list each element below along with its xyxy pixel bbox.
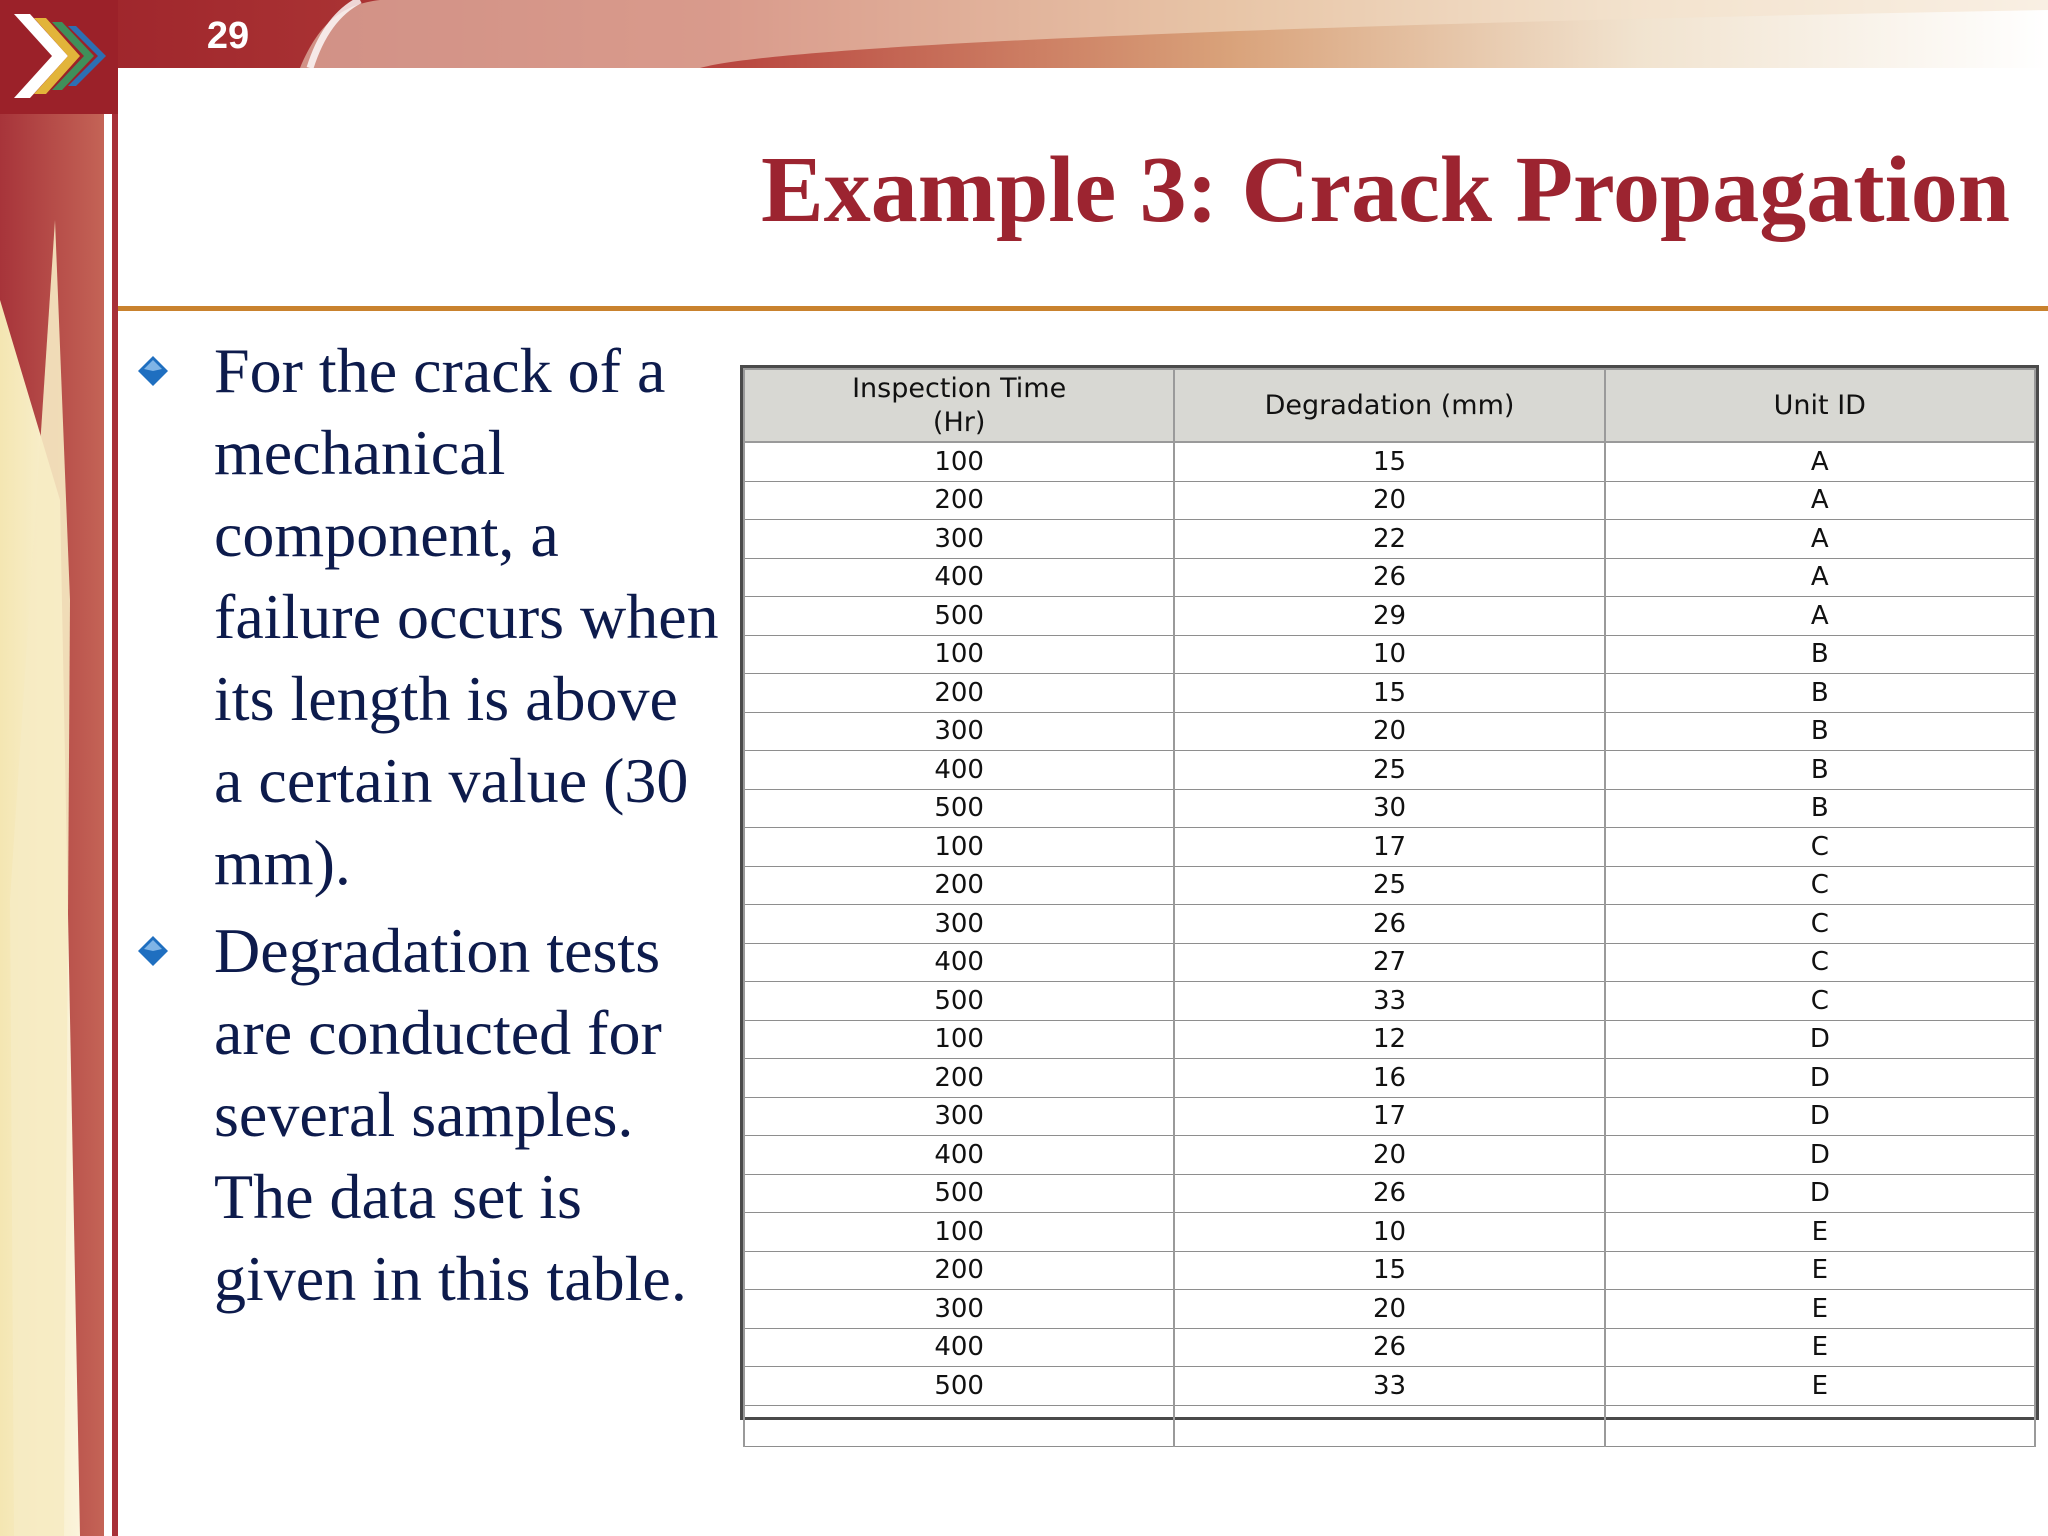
cell-unit-id: C [1605, 982, 2035, 1021]
cell-unit-id: D [1605, 1097, 2035, 1136]
cell-inspection-time: 200 [744, 674, 1174, 713]
cell-degradation: 20 [1174, 712, 1604, 751]
column-header-degradation: Degradation (mm) [1174, 369, 1604, 442]
cell-degradation: 30 [1174, 789, 1604, 828]
cell-unit-id: A [1605, 481, 2035, 520]
cell-degradation: 26 [1174, 1174, 1604, 1213]
cell-unit-id: A [1605, 520, 2035, 559]
cell-inspection-time: 300 [744, 1290, 1174, 1329]
bullet-list [130, 330, 720, 1326]
column-header-inspection-time: Inspection Time (Hr) [744, 369, 1174, 442]
table-row [744, 635, 2035, 674]
cell-unit-id: C [1605, 828, 2035, 867]
table-row [744, 1136, 2035, 1175]
cell-degradation: 10 [1174, 1213, 1604, 1252]
cell-unit-id: A [1605, 442, 2035, 481]
table-row [744, 1328, 2035, 1367]
cell-unit-id: E [1605, 1328, 2035, 1367]
cell-unit-id: B [1605, 751, 2035, 790]
cell-degradation: 25 [1174, 751, 1604, 790]
cell-degradation: 26 [1174, 1328, 1604, 1367]
cell-degradation: 33 [1174, 982, 1604, 1021]
table-row [744, 1097, 2035, 1136]
cell-unit-id: A [1605, 558, 2035, 597]
table-row [744, 674, 2035, 713]
cell-degradation: 17 [1174, 1097, 1604, 1136]
diamond-bullet-icon [136, 354, 170, 388]
cell-unit-id: B [1605, 635, 2035, 674]
bullet-text: For the crack of a mechanical component, a failure occurs when its length is above a certain value (30 mm). [214, 335, 719, 898]
cell-unit-id: B [1605, 674, 2035, 713]
cell-degradation: 12 [1174, 1020, 1604, 1059]
cell-degradation: 20 [1174, 1290, 1604, 1329]
list-item [130, 330, 720, 904]
logo-chevron-icon [0, 0, 118, 114]
cell-degradation: 25 [1174, 866, 1604, 905]
page-title: Example 3: Crack Propagation [761, 138, 2010, 242]
cell-degradation: 33 [1174, 1367, 1604, 1406]
cell-inspection-time: 200 [744, 481, 1174, 520]
cell-inspection-time: 500 [744, 982, 1174, 1021]
cell-degradation: 22 [1174, 520, 1604, 559]
cell-inspection-time: 300 [744, 905, 1174, 944]
cell-degradation: 15 [1174, 1251, 1604, 1290]
cell-inspection-time: 500 [744, 1174, 1174, 1213]
cell-degradation: 15 [1174, 674, 1604, 713]
cell-inspection-time: 400 [744, 751, 1174, 790]
cell-inspection-time: 100 [744, 442, 1174, 481]
table-row [744, 442, 2035, 481]
cell-degradation: 20 [1174, 481, 1604, 520]
cell-degradation: 20 [1174, 1136, 1604, 1175]
cell-inspection-time: 200 [744, 866, 1174, 905]
cell-unit-id: C [1605, 905, 2035, 944]
cell-unit-id: B [1605, 712, 2035, 751]
table-row [744, 943, 2035, 982]
table-row [744, 828, 2035, 867]
cell-unit-id: E [1605, 1213, 2035, 1252]
table-row [744, 982, 2035, 1021]
table-row [744, 1251, 2035, 1290]
cell-unit-id: B [1605, 789, 2035, 828]
table-row [744, 558, 2035, 597]
cell-degradation: 17 [1174, 828, 1604, 867]
cell-inspection-time: 100 [744, 828, 1174, 867]
table-header-row [744, 369, 2035, 442]
cell-unit-id: D [1605, 1059, 2035, 1098]
table-row [744, 1290, 2035, 1329]
cell-degradation: 27 [1174, 943, 1604, 982]
cell-inspection-time: 100 [744, 1020, 1174, 1059]
table-row [744, 1059, 2035, 1098]
data-table-container [740, 365, 2039, 1420]
table-row [744, 1367, 2035, 1406]
cell-degradation: 16 [1174, 1059, 1604, 1098]
table-row [744, 1020, 2035, 1059]
table-row [744, 789, 2035, 828]
empty-cell [744, 1405, 1174, 1446]
table-row [744, 751, 2035, 790]
cell-unit-id: C [1605, 866, 2035, 905]
cell-inspection-time: 300 [744, 520, 1174, 559]
cell-inspection-time: 500 [744, 789, 1174, 828]
table-row [744, 597, 2035, 636]
cell-degradation: 26 [1174, 558, 1604, 597]
cell-degradation: 26 [1174, 905, 1604, 944]
cell-inspection-time: 400 [744, 1136, 1174, 1175]
cell-inspection-time: 500 [744, 597, 1174, 636]
cell-inspection-time: 100 [744, 1213, 1174, 1252]
table-row [744, 712, 2035, 751]
list-item [130, 910, 720, 1320]
cell-inspection-time: 100 [744, 635, 1174, 674]
cell-inspection-time: 500 [744, 1367, 1174, 1406]
column-header-unit-id: Unit ID [1605, 369, 2035, 442]
empty-cell [1605, 1405, 2035, 1446]
cell-inspection-time: 200 [744, 1251, 1174, 1290]
cell-inspection-time: 400 [744, 1328, 1174, 1367]
cell-inspection-time: 300 [744, 712, 1174, 751]
table-row [744, 1213, 2035, 1252]
cell-inspection-time: 200 [744, 1059, 1174, 1098]
diamond-bullet-icon [136, 934, 170, 968]
cell-inspection-time: 400 [744, 943, 1174, 982]
cell-inspection-time: 400 [744, 558, 1174, 597]
cell-unit-id: D [1605, 1020, 2035, 1059]
cell-unit-id: C [1605, 943, 2035, 982]
table-row [744, 905, 2035, 944]
cell-unit-id: E [1605, 1367, 2035, 1406]
table-row [744, 866, 2035, 905]
table-row [744, 481, 2035, 520]
cell-unit-id: D [1605, 1174, 2035, 1213]
cell-unit-id: E [1605, 1290, 2035, 1329]
table-row-empty [744, 1405, 2035, 1446]
cell-unit-id: A [1605, 597, 2035, 636]
table-row [744, 1174, 2035, 1213]
cell-unit-id: D [1605, 1136, 2035, 1175]
cell-degradation: 29 [1174, 597, 1604, 636]
empty-cell [1174, 1405, 1604, 1446]
table-body [744, 442, 2035, 1446]
cell-unit-id: E [1605, 1251, 2035, 1290]
table-row [744, 520, 2035, 559]
cell-degradation: 15 [1174, 442, 1604, 481]
bullet-text: Degradation tests are conducted for several samples. The data set is given in this table. [214, 915, 687, 1314]
cell-degradation: 10 [1174, 635, 1604, 674]
slide-number: 29 [206, 15, 250, 57]
cell-inspection-time: 300 [744, 1097, 1174, 1136]
data-table [743, 368, 2036, 1447]
